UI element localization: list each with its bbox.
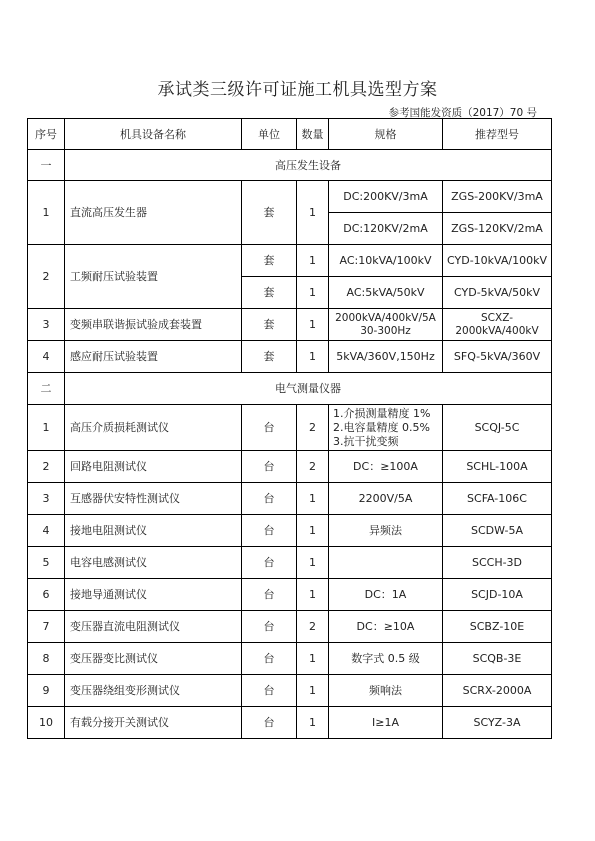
spec-cell: DC：≥100A	[329, 451, 443, 483]
spec-line: 30-300Hz	[360, 324, 411, 337]
row-number: 4	[28, 515, 65, 547]
table-row	[28, 181, 552, 213]
equipment-name: 接地电阻测试仪	[65, 515, 242, 547]
row-number: 6	[28, 579, 65, 611]
quantity-cell: 2	[297, 611, 329, 643]
unit-cell: 套	[242, 181, 297, 245]
spec-cell: 异频法	[329, 515, 443, 547]
model-line: 2000kVA/400kV	[455, 324, 539, 337]
equipment-name: 变压器变比测试仪	[65, 643, 242, 675]
header-cell: 机具设备名称	[65, 119, 242, 150]
model-cell	[443, 309, 552, 341]
header-row	[28, 119, 552, 150]
equipment-name: 变压器绕组变形测试仪	[65, 675, 242, 707]
row-number: 1	[28, 181, 65, 245]
unit-cell: 台	[242, 451, 297, 483]
header-cell: 数量	[297, 119, 329, 150]
table-row	[28, 341, 552, 373]
equipment-name: 感应耐压试验装置	[65, 341, 242, 373]
model-cell: SCHL-100A	[443, 451, 552, 483]
table-row	[28, 675, 552, 707]
reference-note: 参考国能发资质（2017）70 号	[388, 107, 537, 119]
equipment-name: 互感器伏安特性测试仪	[65, 483, 242, 515]
model-cell: SCDW-5A	[443, 515, 552, 547]
equipment-name: 高压介质损耗测试仪	[65, 405, 242, 451]
spec-cell: DC:200KV/3mA	[329, 181, 443, 213]
equipment-name: 有载分接开关测试仪	[65, 707, 242, 739]
equipment-name: 直流高压发生器	[65, 181, 242, 245]
row-number: 2	[28, 451, 65, 483]
section-row	[28, 373, 552, 405]
spec-cell: 2200V/5A	[329, 483, 443, 515]
table-row	[28, 643, 552, 675]
model-cell: SCYZ-3A	[443, 707, 552, 739]
quantity-cell: 2	[297, 451, 329, 483]
section-number: 一	[28, 150, 65, 181]
unit-cell: 套	[242, 309, 297, 341]
model-cell: ZGS-200KV/3mA	[443, 181, 552, 213]
row-number: 3	[28, 309, 65, 341]
spec-line: 3.抗干扰变频	[333, 434, 399, 448]
spec-cell: DC:120KV/2mA	[329, 213, 443, 245]
section-number: 二	[28, 373, 65, 405]
table-row	[28, 707, 552, 739]
document-title: 承试类三级许可证施工机具选型方案	[157, 80, 438, 100]
spec-cell	[329, 309, 443, 341]
spec-cell	[329, 405, 443, 451]
unit-cell: 台	[242, 643, 297, 675]
row-number: 3	[28, 483, 65, 515]
header-cell: 规格	[329, 119, 443, 150]
equipment-name: 电容电感测试仪	[65, 547, 242, 579]
quantity-cell: 1	[297, 341, 329, 373]
spec-cell: AC:10kVA/100kV	[329, 245, 443, 277]
table-row	[28, 309, 552, 341]
unit-cell: 套	[242, 245, 297, 277]
quantity-cell: 1	[297, 515, 329, 547]
section-row	[28, 150, 552, 181]
quantity-cell: 1	[297, 245, 329, 277]
unit-cell: 台	[242, 405, 297, 451]
spec-cell: DC：≥10A	[329, 611, 443, 643]
header-cell: 推荐型号	[443, 119, 552, 150]
quantity-cell: 2	[297, 405, 329, 451]
unit-cell: 台	[242, 515, 297, 547]
unit-cell: 台	[242, 579, 297, 611]
model-cell: SCFA-106C	[443, 483, 552, 515]
spec-cell: DC：1A	[329, 579, 443, 611]
equipment-name: 变频串联谐振试验成套装置	[65, 309, 242, 341]
model-cell: SCRX-2000A	[443, 675, 552, 707]
model-cell: CYD-5kVA/50kV	[443, 277, 552, 309]
row-number: 5	[28, 547, 65, 579]
quantity-cell: 1	[297, 277, 329, 309]
row-number: 2	[28, 245, 65, 309]
spec-cell	[329, 547, 443, 579]
model-cell: SCJD-10A	[443, 579, 552, 611]
row-number: 1	[28, 405, 65, 451]
spec-cell: 数字式 0.5 级	[329, 643, 443, 675]
row-number: 10	[28, 707, 65, 739]
spec-line: 2.电容量精度 0.5%	[333, 420, 430, 434]
row-number: 7	[28, 611, 65, 643]
equipment-table	[27, 118, 552, 739]
model-cell: SCQJ-5C	[443, 405, 552, 451]
unit-cell: 套	[242, 341, 297, 373]
equipment-name: 接地导通测试仪	[65, 579, 242, 611]
model-cell: CYD-10kVA/100kV	[443, 245, 552, 277]
table-row	[28, 547, 552, 579]
table-row	[28, 483, 552, 515]
spec-cell: 5kVA/360V,150Hz	[329, 341, 443, 373]
spec-cell: AC:5kVA/50kV	[329, 277, 443, 309]
quantity-cell: 1	[297, 707, 329, 739]
equipment-name: 工频耐压试验装置	[65, 245, 242, 309]
header-cell: 单位	[242, 119, 297, 150]
quantity-cell: 1	[297, 483, 329, 515]
row-number: 8	[28, 643, 65, 675]
spec-line: 1.介损测量精度 1%	[333, 406, 431, 420]
section-title: 高压发生设备	[65, 150, 552, 181]
unit-cell: 套	[242, 277, 297, 309]
equipment-name: 变压器直流电阻测试仪	[65, 611, 242, 643]
table-row	[28, 515, 552, 547]
spec-cell: I≥1A	[329, 707, 443, 739]
spec-line: 2000kVA/400kV/5A	[335, 311, 436, 324]
unit-cell: 台	[242, 547, 297, 579]
section-title: 电气测量仪器	[65, 373, 552, 405]
table-row	[28, 579, 552, 611]
model-cell: SCCH-3D	[443, 547, 552, 579]
model-cell: SCBZ-10E	[443, 611, 552, 643]
model-line: SCXZ-	[481, 311, 513, 324]
quantity-cell: 1	[297, 643, 329, 675]
table-row	[28, 611, 552, 643]
quantity-cell: 1	[297, 181, 329, 245]
equipment-name: 回路电阻测试仪	[65, 451, 242, 483]
quantity-cell: 1	[297, 309, 329, 341]
spec-cell: 频响法	[329, 675, 443, 707]
row-number: 4	[28, 341, 65, 373]
row-number: 9	[28, 675, 65, 707]
table-row	[28, 451, 552, 483]
unit-cell: 台	[242, 611, 297, 643]
unit-cell: 台	[242, 707, 297, 739]
unit-cell: 台	[242, 675, 297, 707]
quantity-cell: 1	[297, 675, 329, 707]
header-cell: 序号	[28, 119, 65, 150]
quantity-cell: 1	[297, 547, 329, 579]
model-cell: SFQ-5kVA/360V	[443, 341, 552, 373]
model-cell: SCQB-3E	[443, 643, 552, 675]
quantity-cell: 1	[297, 579, 329, 611]
table-row	[28, 405, 552, 451]
unit-cell: 台	[242, 483, 297, 515]
model-cell: ZGS-120KV/2mA	[443, 213, 552, 245]
table-row	[28, 245, 552, 277]
